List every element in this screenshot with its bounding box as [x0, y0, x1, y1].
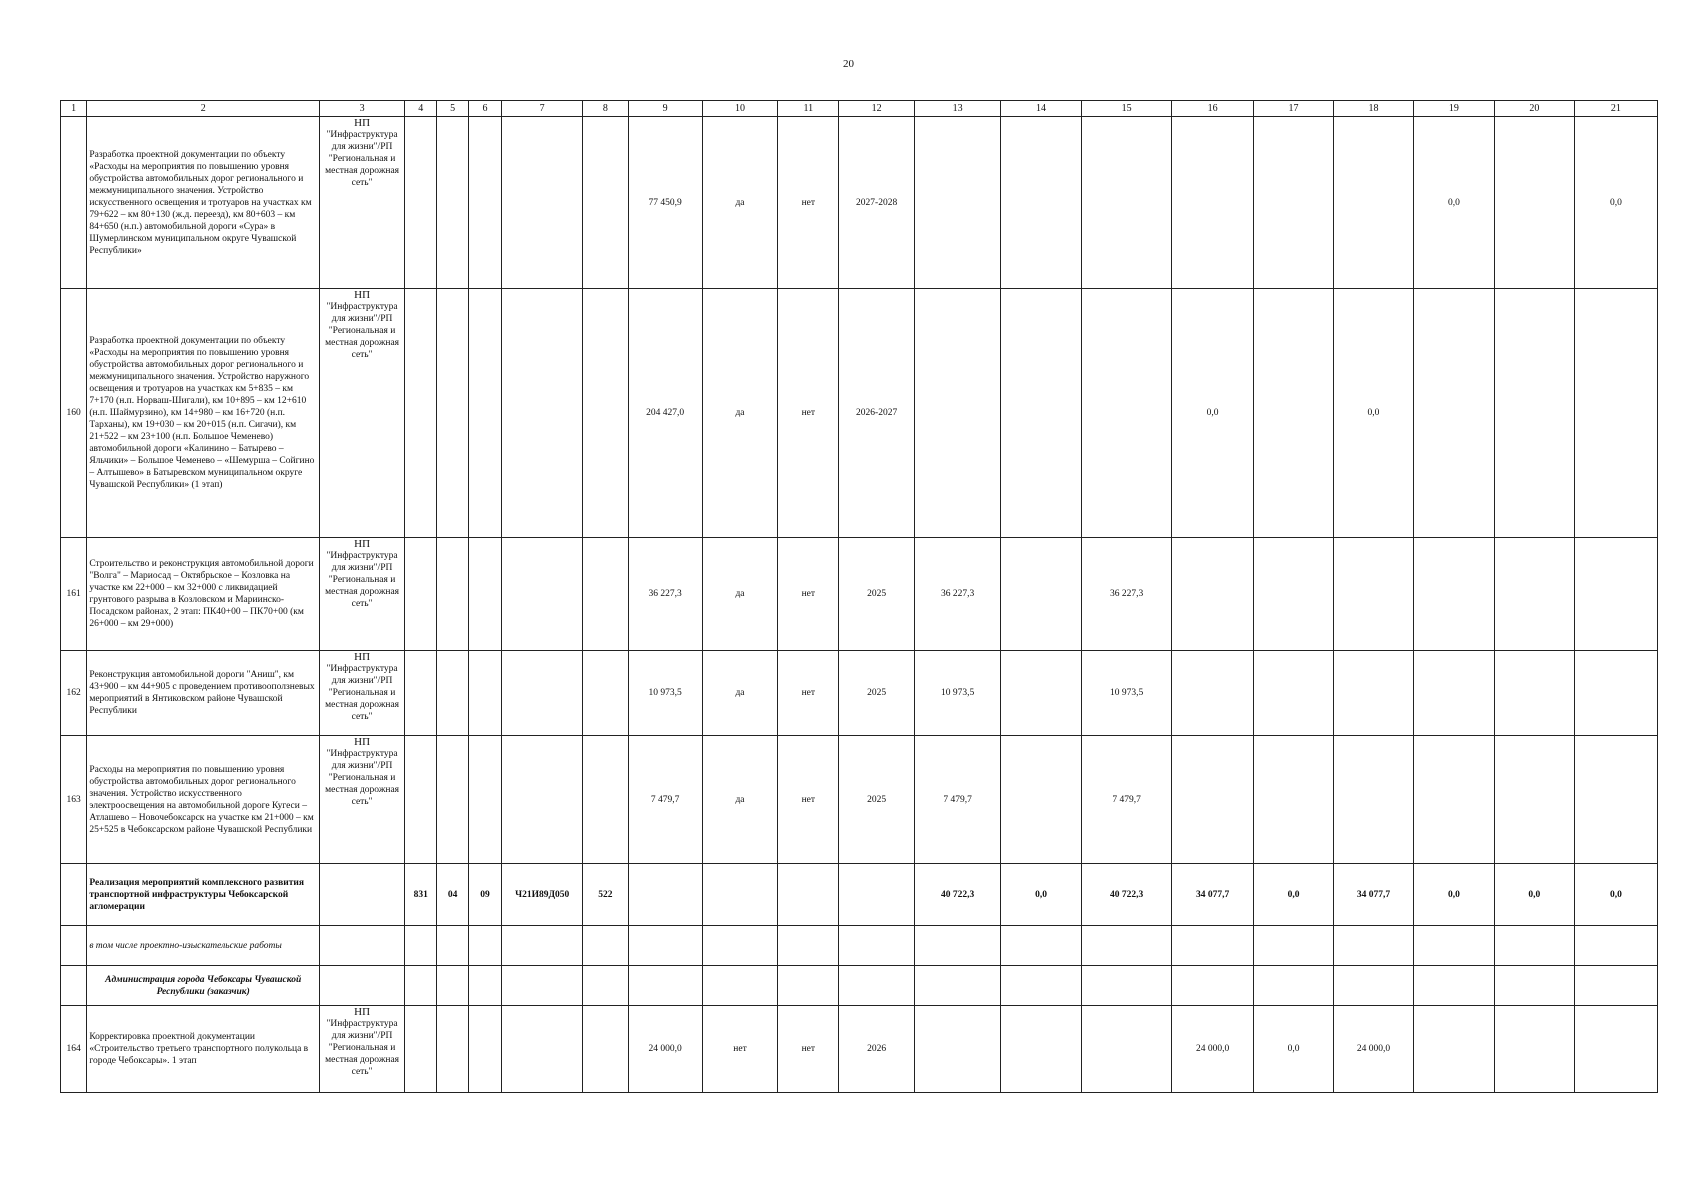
cell-c19: [1413, 1006, 1494, 1093]
cell-c16: [1172, 926, 1254, 966]
cell-c12: 2026: [839, 1006, 915, 1093]
cell-c15: 40 722,3: [1082, 864, 1172, 926]
program-cell: [320, 966, 405, 1006]
cell-c6: [468, 926, 501, 966]
column-header: 21: [1574, 101, 1657, 117]
table-row: [61, 117, 1658, 289]
cell-c21: 0,0: [1574, 117, 1657, 289]
cell-c21: 0,0: [1574, 864, 1657, 926]
cell-c7: [502, 117, 583, 289]
cell-c11: [778, 864, 839, 926]
cell-c20: [1494, 966, 1574, 1006]
cell-c13: [915, 966, 1001, 1006]
column-header: 18: [1334, 101, 1414, 117]
cell-c7: [502, 538, 583, 651]
cell-c20: [1494, 651, 1574, 736]
cell-c14: [1001, 289, 1082, 538]
cell-c13: [915, 289, 1001, 538]
cell-c13: 10 973,5: [915, 651, 1001, 736]
column-header: 9: [628, 101, 702, 117]
cell-c18: 0,0: [1334, 289, 1414, 538]
row-number: [61, 864, 87, 926]
cell-c8: 522: [583, 864, 629, 926]
row-number: [61, 117, 87, 289]
column-header: 7: [502, 101, 583, 117]
cell-c7: Ч21И89Д050: [502, 864, 583, 926]
cell-c11: нет: [778, 538, 839, 651]
cell-c8: [583, 736, 629, 864]
cell-c16: [1172, 117, 1254, 289]
cell-c8: [583, 651, 629, 736]
cell-c17: [1254, 538, 1334, 651]
cell-c20: [1494, 289, 1574, 538]
program-text: "Инфраструктура для жизни"/РП "Региональная и местная дорожная сеть": [325, 664, 400, 722]
cell-c17: [1254, 289, 1334, 538]
cell-c7: [502, 926, 583, 966]
cell-c7: [502, 966, 583, 1006]
cell-c9: 204 427,0: [628, 289, 702, 538]
cell-c19: 0,0: [1413, 117, 1494, 289]
cell-c18: [1334, 538, 1414, 651]
program-cell: [320, 289, 405, 538]
cell-c16: [1172, 651, 1254, 736]
cell-c19: [1413, 651, 1494, 736]
cell-c8: [583, 1006, 629, 1093]
program-code: НП: [354, 651, 371, 663]
cell-c10: [702, 966, 778, 1006]
cell-c6: [468, 117, 501, 289]
cell-c21: [1574, 651, 1657, 736]
program-text: "Инфраструктура для жизни"/РП "Региональная и местная дорожная сеть": [325, 302, 400, 360]
cell-c5: [437, 926, 468, 966]
cell-c15: [1082, 966, 1172, 1006]
object-name: Корректировка проектной документации «Строительство третьего транспортного полукольца в городе Чебоксары». 1 этап: [87, 1006, 320, 1093]
cell-c12: 2025: [839, 651, 915, 736]
customer-name: Администрация города Чебоксары Чувашской Республики (заказчик): [87, 966, 320, 1006]
cell-c10: да: [702, 538, 778, 651]
column-header: 20: [1494, 101, 1574, 117]
table-row: [61, 736, 1658, 864]
column-header: 10: [702, 101, 778, 117]
cell-c15: [1082, 117, 1172, 289]
cell-c16: [1172, 538, 1254, 651]
cell-c14: [1001, 966, 1082, 1006]
table-row: [61, 538, 1658, 651]
cell-c12: 2025: [839, 538, 915, 651]
cell-c10: да: [702, 736, 778, 864]
cell-c12: 2027-2028: [839, 117, 915, 289]
column-header: 5: [437, 101, 468, 117]
cell-c4: [405, 736, 437, 864]
cell-c9: 77 450,9: [628, 117, 702, 289]
column-header: 11: [778, 101, 839, 117]
column-header: 14: [1001, 101, 1082, 117]
cell-c17: [1254, 926, 1334, 966]
cell-c17: 0,0: [1254, 1006, 1334, 1093]
cell-c12: [839, 966, 915, 1006]
cell-c8: [583, 926, 629, 966]
cell-c9: [628, 926, 702, 966]
cell-c18: [1334, 117, 1414, 289]
cell-c8: [583, 117, 629, 289]
cell-c6: [468, 1006, 501, 1093]
object-name: Реализация мероприятий комплексного развития транспортной инфраструктуры Чебоксарской агломерации: [87, 864, 320, 926]
cell-c6: [468, 966, 501, 1006]
program-cell: [320, 864, 405, 926]
cell-c21: [1574, 1006, 1657, 1093]
cell-c18: [1334, 966, 1414, 1006]
column-header: 17: [1254, 101, 1334, 117]
cell-c10: да: [702, 651, 778, 736]
cell-c13: [915, 117, 1001, 289]
cell-c14: [1001, 651, 1082, 736]
cell-c20: [1494, 538, 1574, 651]
table-row-customer: [61, 966, 1658, 1006]
table-row-subtitle: [61, 926, 1658, 966]
cell-c13: 36 227,3: [915, 538, 1001, 651]
cell-c6: [468, 651, 501, 736]
row-number: 164: [61, 1006, 87, 1093]
cell-c7: [502, 289, 583, 538]
cell-c4: [405, 289, 437, 538]
object-name: Реконструкция автомобильной дороги "Аниш", км 43+900 – км 44+905 с проведением противооползневых мероприятий в Янтиковском районе Чувашской Республики: [87, 651, 320, 736]
cell-c10: [702, 926, 778, 966]
column-header: 13: [915, 101, 1001, 117]
cell-c10: [702, 864, 778, 926]
table-row: [61, 651, 1658, 736]
cell-c8: [583, 538, 629, 651]
cell-c14: [1001, 926, 1082, 966]
cell-c21: [1574, 926, 1657, 966]
cell-c9: [628, 966, 702, 1006]
cell-c21: [1574, 736, 1657, 864]
cell-c15: [1082, 289, 1172, 538]
cell-c15: [1082, 1006, 1172, 1093]
cell-c11: нет: [778, 289, 839, 538]
cell-c4: [405, 117, 437, 289]
cell-c20: 0,0: [1494, 864, 1574, 926]
column-header: 2: [87, 101, 320, 117]
program-code: НП: [354, 289, 371, 301]
column-header: 8: [583, 101, 629, 117]
cell-c4: 831: [405, 864, 437, 926]
column-header: 12: [839, 101, 915, 117]
cell-c18: 34 077,7: [1334, 864, 1414, 926]
cell-c5: [437, 736, 468, 864]
cell-c5: [437, 966, 468, 1006]
row-number: 162: [61, 651, 87, 736]
cell-c14: 0,0: [1001, 864, 1082, 926]
program-code: НП: [354, 1006, 371, 1018]
cell-c4: [405, 926, 437, 966]
cell-c12: 2025: [839, 736, 915, 864]
cell-c14: [1001, 538, 1082, 651]
cell-c5: [437, 117, 468, 289]
cell-c8: [583, 966, 629, 1006]
program-code: НП: [354, 538, 371, 550]
cell-c20: [1494, 926, 1574, 966]
object-name: в том числе проектно-изыскательские работы: [87, 926, 320, 966]
cell-c17: [1254, 966, 1334, 1006]
cell-c11: нет: [778, 736, 839, 864]
cell-c16: 34 077,7: [1172, 864, 1254, 926]
cell-c9: 10 973,5: [628, 651, 702, 736]
cell-c19: [1413, 736, 1494, 864]
program-cell: [320, 651, 405, 736]
cell-c4: [405, 538, 437, 651]
program-text: "Инфраструктура для жизни"/РП "Региональная и местная дорожная сеть": [325, 1019, 400, 1077]
cell-c18: 24 000,0: [1334, 1006, 1414, 1093]
cell-c9: 7 479,7: [628, 736, 702, 864]
row-number: [61, 966, 87, 1006]
cell-c19: [1413, 966, 1494, 1006]
cell-c6: [468, 289, 501, 538]
program-code: НП: [354, 736, 371, 748]
cell-c11: нет: [778, 1006, 839, 1093]
cell-c21: [1574, 966, 1657, 1006]
column-header: 19: [1413, 101, 1494, 117]
program-cell: [320, 736, 405, 864]
cell-c9: 36 227,3: [628, 538, 702, 651]
object-name: Разработка проектной документации по объекту «Расходы на мероприятия по повышению уровня обустройства автомобильных дорог регионального и межмуниципального значения. Устройство наружного освещения и тротуаров на участках км 5+835 – км 7+170 (н.п. Норваш-Шигали), км 10+895 – км 12+610 (н.п. Шаймурзино), км 14+980 – км 16+720 (н.п. Тарханы), км 19+030 – км 20+015 (н.п. Сигачи), км 21+522 – км 23+100 (н.п. Большое Чеменево) автомобильной дороги «Калинино – Батырево – Яльчики» – Большое Чеменево – «Шемурша – Сойгино – Алтышево» в Батыревском муниципальном округе Чувашской Республики» (1 этап): [87, 289, 320, 538]
cell-c6: [468, 736, 501, 864]
cell-c17: [1254, 651, 1334, 736]
cell-c14: [1001, 117, 1082, 289]
cell-c5: [437, 651, 468, 736]
cell-c7: [502, 1006, 583, 1093]
cell-c13: 40 722,3: [915, 864, 1001, 926]
cell-c7: [502, 736, 583, 864]
cell-c4: [405, 651, 437, 736]
column-header: 1: [61, 101, 87, 117]
cell-c20: [1494, 117, 1574, 289]
cell-c20: [1494, 1006, 1574, 1093]
cell-c4: [405, 1006, 437, 1093]
cell-c5: [437, 538, 468, 651]
cell-c11: нет: [778, 117, 839, 289]
program-text: "Инфраструктура для жизни"/РП "Региональная и местная дорожная сеть": [325, 130, 400, 188]
program-code: НП: [354, 117, 371, 129]
cell-c19: 0,0: [1413, 864, 1494, 926]
cell-c11: нет: [778, 651, 839, 736]
program-cell: [320, 538, 405, 651]
cell-c8: [583, 289, 629, 538]
cell-c5: [437, 289, 468, 538]
cell-c10: нет: [702, 1006, 778, 1093]
investment-table: [60, 100, 1658, 1093]
cell-c11: [778, 966, 839, 1006]
cell-c19: [1413, 538, 1494, 651]
cell-c20: [1494, 736, 1574, 864]
table-row: [61, 289, 1658, 538]
cell-c15: 10 973,5: [1082, 651, 1172, 736]
cell-c10: да: [702, 289, 778, 538]
cell-c18: [1334, 651, 1414, 736]
cell-c4: [405, 966, 437, 1006]
program-text: "Инфраструктура для жизни"/РП "Региональная и местная дорожная сеть": [325, 551, 400, 609]
column-header: 6: [468, 101, 501, 117]
row-number: 160: [61, 289, 87, 538]
cell-c10: да: [702, 117, 778, 289]
program-cell: [320, 926, 405, 966]
cell-c16: 0,0: [1172, 289, 1254, 538]
cell-c21: [1574, 538, 1657, 651]
cell-c21: [1574, 289, 1657, 538]
cell-c17: 0,0: [1254, 864, 1334, 926]
program-cell: [320, 117, 405, 289]
table-row: [61, 1006, 1658, 1093]
cell-c11: [778, 926, 839, 966]
cell-c16: 24 000,0: [1172, 1006, 1254, 1093]
cell-c13: [915, 926, 1001, 966]
cell-c12: [839, 864, 915, 926]
object-name: Разработка проектной документации по объекту «Расходы на мероприятия по повышению уровня обустройства автомобильных дорог регионального и межмуниципального значения. Устройство искусственного освещения и тротуаров на участках км 79+622 – км 80+130 (ж.д. переезд), км 80+603 – км 84+650 (н.п.) автомобильной дороги «Сура» в Шумерлинском муниципальном округе Чувашской Республики»: [87, 117, 320, 289]
header-row: [61, 101, 1658, 117]
object-name: Строительство и реконструкция автомобильной дороги "Волга" – Мариосад – Октябрьское – Козловка на участке км 22+000 – км 32+000 с ликвидацией грунтового разрыва в Козловском и Мариинско-Посадском районах, 2 этап: ПК40+00 – ПК70+00 (км 26+000 – км 29+000): [87, 538, 320, 651]
cell-c5: [437, 1006, 468, 1093]
cell-c17: [1254, 117, 1334, 289]
cell-c17: [1254, 736, 1334, 864]
cell-c13: [915, 1006, 1001, 1093]
cell-c15: 7 479,7: [1082, 736, 1172, 864]
cell-c5: 04: [437, 864, 468, 926]
program-text: "Инфраструктура для жизни"/РП "Региональная и местная дорожная сеть": [325, 749, 400, 807]
cell-c13: 7 479,7: [915, 736, 1001, 864]
row-number: 161: [61, 538, 87, 651]
column-header: 16: [1172, 101, 1254, 117]
cell-c12: [839, 926, 915, 966]
cell-c18: [1334, 926, 1414, 966]
cell-c14: [1001, 1006, 1082, 1093]
cell-c14: [1001, 736, 1082, 864]
column-header: 3: [320, 101, 405, 117]
object-name: Расходы на мероприятия по повышению уровня обустройства автомобильных дорог регионального значения. Устройство искусственного электроосвещения на автомобильной дороге Кугеси – Атлашево – Новочебоксарск на участке км 21+000 – км 25+525 в Чебоксарском районе Чувашской Республики: [87, 736, 320, 864]
cell-c16: [1172, 736, 1254, 864]
cell-c9: [628, 864, 702, 926]
table-row-summary: [61, 864, 1658, 926]
program-cell: [320, 1006, 405, 1093]
cell-c15: 36 227,3: [1082, 538, 1172, 651]
cell-c9: 24 000,0: [628, 1006, 702, 1093]
cell-c12: 2026-2027: [839, 289, 915, 538]
column-header: 4: [405, 101, 437, 117]
cell-c16: [1172, 966, 1254, 1006]
cell-c7: [502, 651, 583, 736]
page-number: 20: [843, 58, 854, 70]
cell-c6: 09: [468, 864, 501, 926]
cell-c19: [1413, 289, 1494, 538]
column-header: 15: [1082, 101, 1172, 117]
cell-c19: [1413, 926, 1494, 966]
row-number: [61, 926, 87, 966]
cell-c15: [1082, 926, 1172, 966]
cell-c6: [468, 538, 501, 651]
cell-c18: [1334, 736, 1414, 864]
row-number: 163: [61, 736, 87, 864]
